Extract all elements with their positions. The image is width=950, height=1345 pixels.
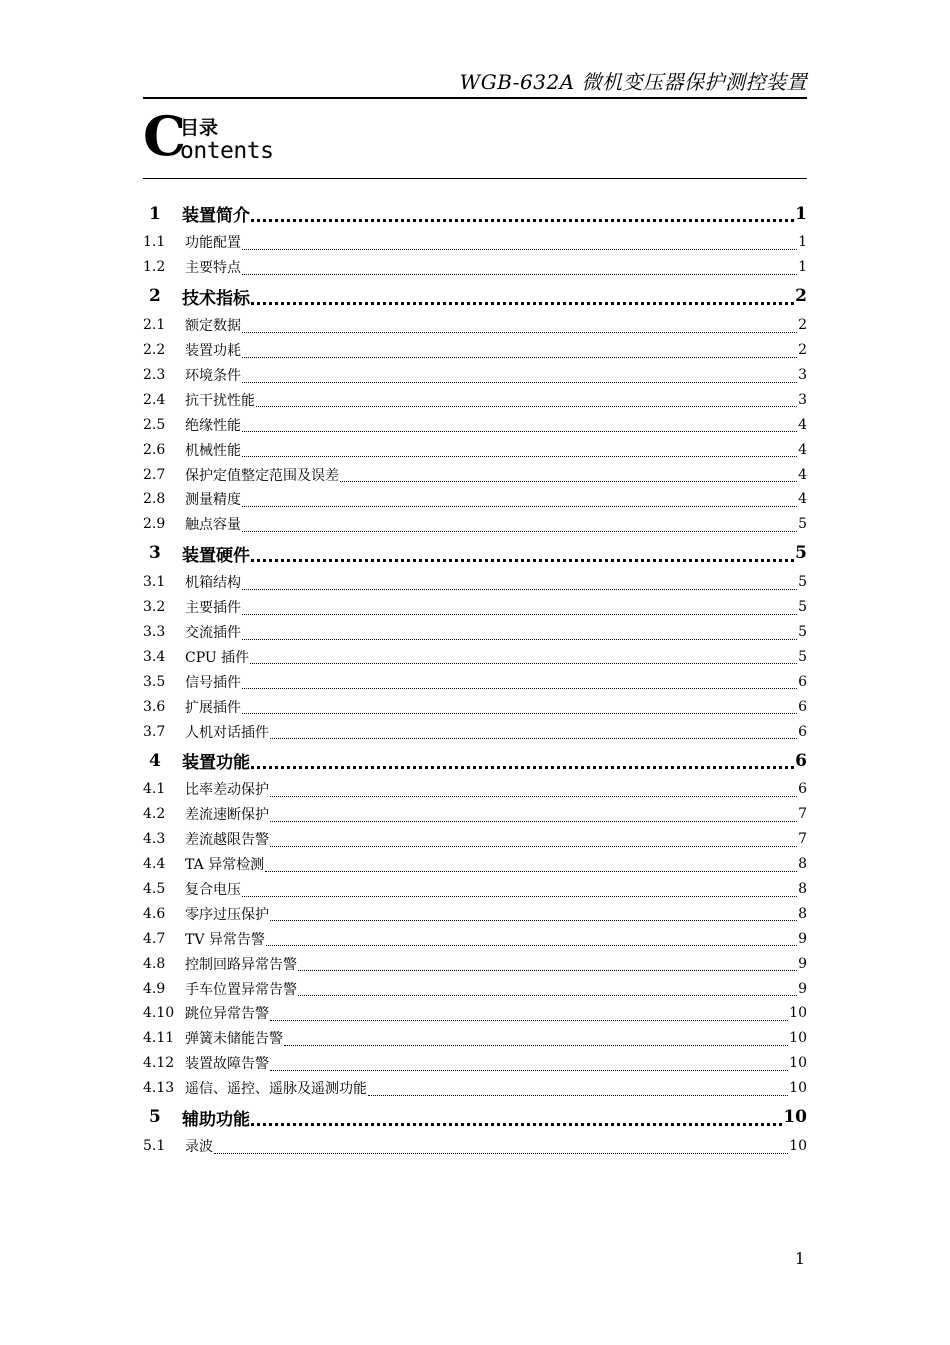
toc-dot-leader	[368, 1091, 788, 1096]
toc-entry-label: 主要插件	[185, 600, 241, 617]
toc-dot-leader	[250, 659, 797, 664]
toc-section-entry[interactable]	[143, 1051, 807, 1076]
toc-entry-page: 2	[795, 286, 807, 307]
toc-entry-page: 10	[789, 1005, 807, 1022]
toc-section-entry[interactable]	[143, 1001, 807, 1026]
toc-dot-leader	[242, 353, 797, 358]
toc-section-entry[interactable]	[143, 620, 807, 645]
toc-dot-leader	[270, 1066, 788, 1071]
toc-entry-page: 4	[798, 416, 807, 433]
toc-entry-number: 2.9	[143, 516, 166, 533]
toc-section-entry[interactable]	[143, 777, 807, 802]
toc-section-entry[interactable]	[143, 512, 807, 537]
toc-entry-page: 5	[798, 574, 807, 591]
toc-dot-leader	[242, 892, 797, 897]
toc-dot-leader	[266, 941, 797, 946]
toc-entry-page: 4	[798, 441, 807, 458]
header-rule	[143, 97, 807, 99]
toc-entry-page: 4	[798, 466, 807, 483]
toc-section-entry[interactable]	[143, 437, 807, 462]
toc-entry-page: 6	[798, 673, 807, 690]
contents-logo	[143, 104, 343, 172]
toc-entry-label: 机械性能	[185, 442, 241, 459]
toc-section-entry[interactable]	[143, 951, 807, 976]
toc-dot-leader	[265, 867, 797, 872]
toc-entry-number: 1.1	[143, 234, 166, 251]
toc-dot-leader	[242, 378, 797, 383]
toc-entry-page: 6	[798, 723, 807, 740]
toc-section-entry[interactable]	[143, 694, 807, 719]
toc-dot-leader	[270, 792, 797, 797]
toc-entry-number: 4.7	[143, 930, 166, 947]
toc-dot-leader	[340, 477, 797, 482]
toc-chapter-entry[interactable]	[143, 537, 807, 570]
toc-section-entry[interactable]	[143, 363, 807, 388]
toc-entry-page: 10	[789, 1030, 807, 1047]
toc-entry-number: 4.6	[143, 905, 166, 922]
toc-entry-number: 1	[149, 203, 161, 224]
toc-chapter-entry[interactable]	[143, 1101, 807, 1134]
toc-dot-leader	[251, 555, 794, 562]
toc-entry-number: 2.4	[143, 391, 166, 408]
toc-entry-number: 3	[149, 543, 161, 564]
toc-entry-number: 4.8	[143, 955, 166, 972]
toc-dot-leader	[270, 916, 797, 921]
toc-entry-number: 4	[149, 750, 161, 771]
toc-entry-label: TV 异常告警	[185, 931, 265, 948]
toc-section-entry[interactable]	[143, 827, 807, 852]
toc-entry-number: 4.13	[143, 1080, 175, 1097]
toc-entry-page: 8	[798, 881, 807, 898]
toc-entry-label: CPU 插件	[185, 649, 250, 666]
toc-entry-label: 测量精度	[185, 492, 241, 509]
toc-entry-label: 控制回路异常告警	[185, 956, 297, 973]
toc-section-entry[interactable]	[143, 412, 807, 437]
toc-entry-number: 3.7	[143, 723, 166, 740]
toc-dot-leader	[242, 328, 797, 333]
toc-section-entry[interactable]	[143, 255, 807, 280]
toc-entry-page: 7	[798, 831, 807, 848]
toc-entry-number: 1.2	[143, 259, 166, 276]
toc-entry-label: 交流插件	[185, 625, 241, 642]
toc-dot-leader	[242, 585, 797, 590]
toc-entry-number: 2.2	[143, 342, 166, 359]
toc-entry-page: 2	[798, 342, 807, 359]
logo-english: ontents	[180, 138, 274, 164]
toc-dot-leader	[214, 1149, 788, 1154]
toc-entry-label: 绝缘性能	[185, 417, 241, 434]
toc-entry-label: 比率差动保护	[185, 782, 269, 799]
toc-entry-number: 5.1	[143, 1138, 166, 1155]
toc-entry-label: TA 异常检测	[185, 857, 265, 874]
toc-entry-label: 跳位异常告警	[185, 1006, 269, 1023]
toc-entry-number: 3.2	[143, 599, 166, 616]
toc-entry-label: 装置故障告警	[185, 1056, 269, 1073]
toc-section-entry[interactable]	[143, 595, 807, 620]
toc-entry-page: 4	[798, 491, 807, 508]
toc-entry-number: 5	[149, 1107, 161, 1128]
toc-entry-label: 扩展插件	[185, 699, 241, 716]
toc-entry-page: 1	[798, 234, 807, 251]
toc-dot-leader	[298, 966, 797, 971]
toc-entry-label: 信号插件	[185, 674, 241, 691]
toc-entry-label: 装置功能	[182, 753, 250, 774]
toc-entry-number: 4.10	[143, 1005, 175, 1022]
toc-section-entry[interactable]	[143, 644, 807, 669]
toc-section-entry[interactable]	[143, 338, 807, 363]
toc-entry-page: 6	[795, 750, 807, 771]
toc-entry-label: 零序过压保护	[185, 906, 269, 923]
toc-section-entry[interactable]	[143, 877, 807, 902]
toc-dot-leader	[242, 270, 797, 275]
toc-dot-leader	[242, 610, 797, 615]
toc-entry-label: 手车位置异常告警	[185, 981, 297, 998]
toc-entry-page: 5	[798, 516, 807, 533]
toc-dot-leader	[242, 527, 797, 532]
toc-entry-page: 1	[795, 203, 807, 224]
toc-section-entry[interactable]	[143, 230, 807, 255]
toc-section-entry[interactable]	[143, 570, 807, 595]
toc-entry-label: 装置简介	[182, 206, 250, 226]
toc-section-entry[interactable]	[143, 1134, 807, 1159]
toc-dot-leader	[251, 1119, 782, 1126]
toc-entry-page: 5	[798, 624, 807, 641]
toc-entry-number: 3.6	[143, 698, 166, 715]
toc-entry-label: 录波	[185, 1139, 213, 1156]
toc-entry-number: 4.9	[143, 980, 166, 997]
toc-chapter-entry[interactable]	[143, 280, 807, 313]
toc-entry-number: 3.3	[143, 624, 166, 641]
toc-entry-number: 4.2	[143, 806, 166, 823]
toc-entry-number: 2.1	[143, 317, 166, 334]
toc-entry-page: 9	[798, 930, 807, 947]
toc-entry-number: 4.1	[143, 781, 166, 798]
toc-section-entry[interactable]	[143, 669, 807, 694]
toc-entry-page: 10	[789, 1138, 807, 1155]
toc-entry-page: 8	[798, 905, 807, 922]
toc-entry-page: 10	[783, 1107, 807, 1128]
toc-entry-page: 7	[798, 806, 807, 823]
toc-section-entry[interactable]	[143, 487, 807, 512]
toc-entry-page: 8	[798, 856, 807, 873]
toc-entry-page: 2	[798, 317, 807, 334]
toc-entry-number: 4.5	[143, 881, 166, 898]
toc-section-entry[interactable]	[143, 1026, 807, 1051]
toc-dot-leader	[298, 991, 797, 996]
toc-entry-label: 装置功耗	[185, 343, 241, 360]
toc-entry-number: 2.7	[143, 466, 166, 483]
toc-dot-leader	[251, 215, 794, 222]
toc-entry-page: 5	[798, 599, 807, 616]
toc-dot-leader	[270, 817, 797, 822]
toc-section-entry[interactable]	[143, 926, 807, 951]
toc-entry-number: 3.1	[143, 574, 166, 591]
toc-section-entry[interactable]	[143, 387, 807, 412]
toc-section-entry[interactable]	[143, 313, 807, 338]
toc-dot-leader	[256, 402, 797, 407]
toc-entry-number: 3.5	[143, 673, 166, 690]
toc-section-entry[interactable]	[143, 976, 807, 1001]
toc-section-entry[interactable]	[143, 462, 807, 487]
contents-rule	[143, 178, 807, 179]
toc-entry-number: 4.12	[143, 1055, 175, 1072]
toc-dot-leader	[251, 762, 794, 769]
toc-entry-label: 功能配置	[185, 235, 241, 252]
toc-entry-page: 1	[798, 259, 807, 276]
toc-dot-leader	[242, 245, 797, 250]
toc-entry-label: 触点容量	[185, 517, 241, 534]
toc-entry-page: 6	[798, 698, 807, 715]
toc-entry-label: 主要特点	[185, 260, 241, 277]
toc-entry-label: 差流越限告警	[185, 832, 269, 849]
toc-entry-page: 9	[798, 980, 807, 997]
logo-chinese: 目录	[180, 117, 219, 139]
toc-dot-leader	[284, 1041, 788, 1046]
toc-entry-label: 差流速断保护	[185, 807, 269, 824]
toc-entry-page: 10	[789, 1055, 807, 1072]
toc-dot-leader	[242, 635, 797, 640]
page-number: 1	[794, 1249, 805, 1268]
toc-entry-number: 3.4	[143, 648, 166, 665]
toc-dot-leader	[242, 684, 797, 689]
toc-entry-page: 3	[798, 367, 807, 383]
toc-dot-leader	[251, 298, 794, 305]
toc-section-entry[interactable]	[143, 1076, 807, 1101]
toc-entry-page: 10	[789, 1080, 807, 1097]
toc-entry-number: 2.8	[143, 491, 166, 508]
toc-entry-label: 弹簧未储能告警	[185, 1031, 283, 1048]
toc-dot-leader	[270, 842, 797, 847]
toc-entry-number: 4.11	[143, 1030, 175, 1047]
table-of-contents	[143, 197, 807, 1159]
toc-entry-number: 2.3	[143, 367, 166, 383]
toc-entry-number: 2	[149, 286, 161, 307]
toc-chapter-entry[interactable]	[143, 197, 807, 230]
toc-chapter-entry[interactable]	[143, 744, 807, 777]
toc-dot-leader	[270, 734, 797, 739]
toc-dot-leader	[242, 502, 797, 507]
toc-entry-label: 保护定值整定范围及误差	[185, 467, 339, 484]
toc-entry-number: 2.6	[143, 441, 166, 458]
toc-entry-page: 3	[798, 391, 807, 408]
toc-entry-label: 环境条件	[185, 368, 241, 384]
toc-dot-leader	[270, 1016, 788, 1021]
toc-dot-leader	[242, 709, 797, 714]
toc-entry-number: 4.3	[143, 831, 166, 848]
toc-entry-label: 复合电压	[185, 882, 241, 899]
toc-entry-page: 9	[798, 955, 807, 972]
toc-entry-label: 辅助功能	[182, 1109, 250, 1130]
toc-dot-leader	[242, 452, 797, 457]
toc-entry-label: 额定数据	[185, 318, 241, 335]
toc-entry-page: 5	[795, 543, 807, 564]
toc-entry-number: 2.5	[143, 416, 166, 433]
toc-entry-label: 抗干扰性能	[185, 392, 255, 409]
header-title: WGB-632A 微机变压器保护测控装置	[459, 70, 807, 94]
toc-entry-label: 机箱结构	[185, 575, 241, 592]
toc-section-entry[interactable]	[143, 802, 807, 827]
logo-letter: C	[143, 104, 186, 168]
toc-section-entry[interactable]	[143, 901, 807, 926]
toc-entry-label: 装置硬件	[182, 545, 250, 566]
toc-entry-number: 4.4	[143, 856, 166, 873]
toc-section-entry[interactable]	[143, 719, 807, 744]
toc-entry-label: 遥信、遥控、遥脉及遥测功能	[185, 1081, 367, 1098]
toc-entry-label: 技术指标	[182, 288, 250, 309]
toc-entry-page: 6	[798, 781, 807, 798]
toc-dot-leader	[242, 427, 797, 432]
toc-section-entry[interactable]	[143, 852, 807, 877]
toc-entry-page: 5	[798, 648, 807, 665]
toc-entry-label: 人机对话插件	[185, 724, 269, 741]
